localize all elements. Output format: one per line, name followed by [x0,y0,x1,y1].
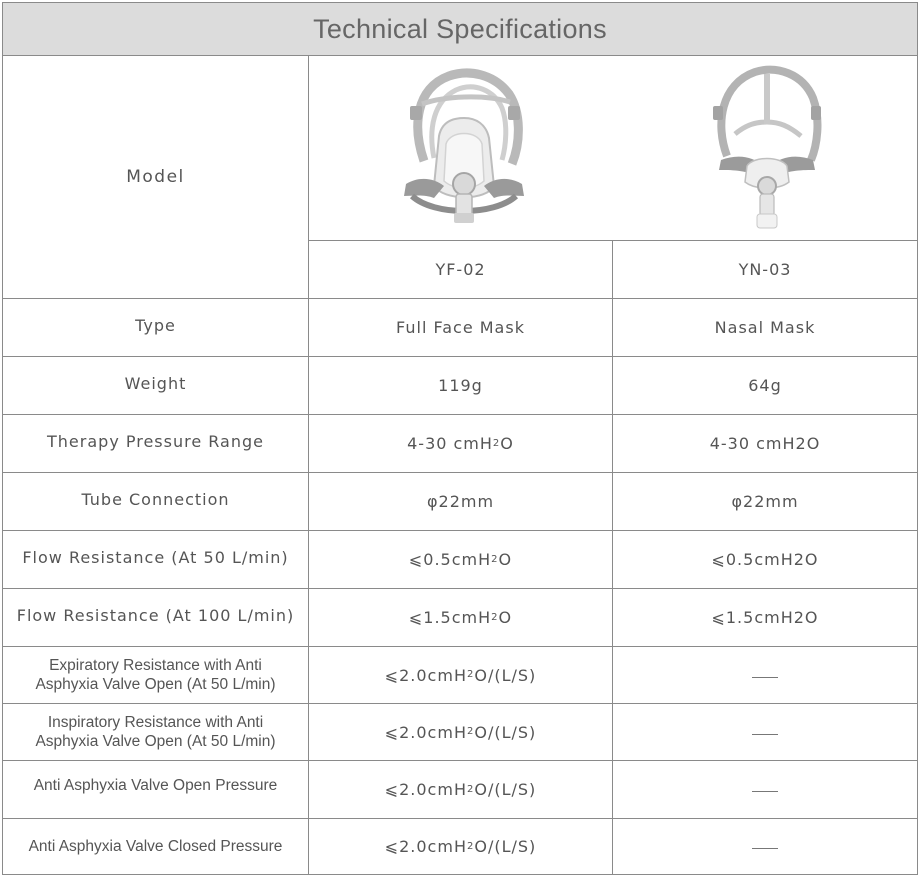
model-name-yf02: YF-02 [309,241,613,299]
value-text: O [500,434,514,453]
yf02-valve-closed-pressure: ⩽2.0cmH 2 O/(L/S) [309,819,613,874]
value-text: ⩽2.0cmH [384,722,467,742]
yn03-type: Nasal Mask [613,299,917,357]
table-title: Technical Specifications [3,3,917,56]
value-text: O [498,608,513,627]
value-text: ⩽0.5cmH [408,550,492,569]
mask-images-cell [309,56,917,241]
yf02-flow-resistance-100: ⩽1.5cmH 2 O [309,589,613,647]
row-label-weight: Weight [3,357,309,415]
yn03-valve-open-pressure [613,761,917,819]
yn03-flow-resistance-100: ⩽1.5cmH2O [613,589,917,647]
yn03-therapy-pressure: 4-30 cmH2O [613,415,917,473]
yf02-tube-connection: φ22mm [309,473,613,531]
value-text: O/(L/S) [474,837,537,856]
model-name-yn03: YN-03 [613,241,917,299]
row-label-therapy-pressure: Therapy Pressure Range [3,415,309,473]
yn03-flow-resistance-50: ⩽0.5cmH2O [613,531,917,589]
yn03-expiratory-resistance [613,647,917,704]
not-applicable-dash [752,848,778,849]
yf02-therapy-pressure: 4-30 cmH 2 O [309,415,613,473]
value-text: O/(L/S) [474,665,537,685]
yn03-valve-closed-pressure [613,819,917,874]
label-line: Asphyxia Valve Open (At 50 L/min) [35,676,276,693]
row-label-valve-closed-pressure: Anti Asphyxia Valve Closed Pressure [3,819,309,874]
not-applicable-dash [752,791,778,792]
value-text: O/(L/S) [474,722,537,742]
not-applicable-dash [752,677,778,678]
yf02-inspiratory-resistance: ⩽2.0cmH 2 O/(L/S) [309,704,613,761]
row-label-flow-resistance-100: Flow Resistance (At 100 L/min) [3,589,309,647]
row-label-flow-resistance-50: Flow Resistance (At 50 L/min) [3,531,309,589]
row-label-tube-connection: Tube Connection [3,473,309,531]
value-text: ⩽1.5cmH [408,608,492,627]
value-text: ⩽2.0cmH [384,665,467,685]
spec-table [2,2,918,875]
yf02-valve-open-pressure: ⩽2.0cmH 2 O/(L/S) [309,761,613,819]
label-line: Inspiratory Resistance with Anti [47,714,264,731]
yf02-weight: 119g [309,357,613,415]
value-text: ⩽2.0cmH [384,837,467,856]
row-label-type: Type [3,299,309,357]
yf02-expiratory-resistance: ⩽2.0cmH 2 O/(L/S) [309,647,613,704]
yf02-type: Full Face Mask [309,299,613,357]
not-applicable-dash [752,734,778,735]
label-line: Asphyxia Valve Open (At 50 L/min) [35,733,276,750]
yf02-flow-resistance-50: ⩽0.5cmH 2 O [309,531,613,589]
yn03-weight: 64g [613,357,917,415]
value-text: ⩽2.0cmH [384,780,467,799]
label-line: Expiratory Resistance with Anti [49,657,262,674]
value-text: 4-30 cmH [407,434,493,453]
row-label-inspiratory-resistance [3,704,309,761]
yn03-tube-connection: φ22mm [613,473,917,531]
full-face-mask-image [394,66,534,228]
row-label-valve-open-pressure: Anti Asphyxia Valve Open Pressure [3,761,309,819]
yn03-inspiratory-resistance [613,704,917,761]
nasal-mask-image [707,64,827,234]
value-text: O/(L/S) [474,780,537,799]
value-text: O [498,550,513,569]
model-label: Model [3,56,309,299]
row-label-expiratory-resistance [3,647,309,704]
